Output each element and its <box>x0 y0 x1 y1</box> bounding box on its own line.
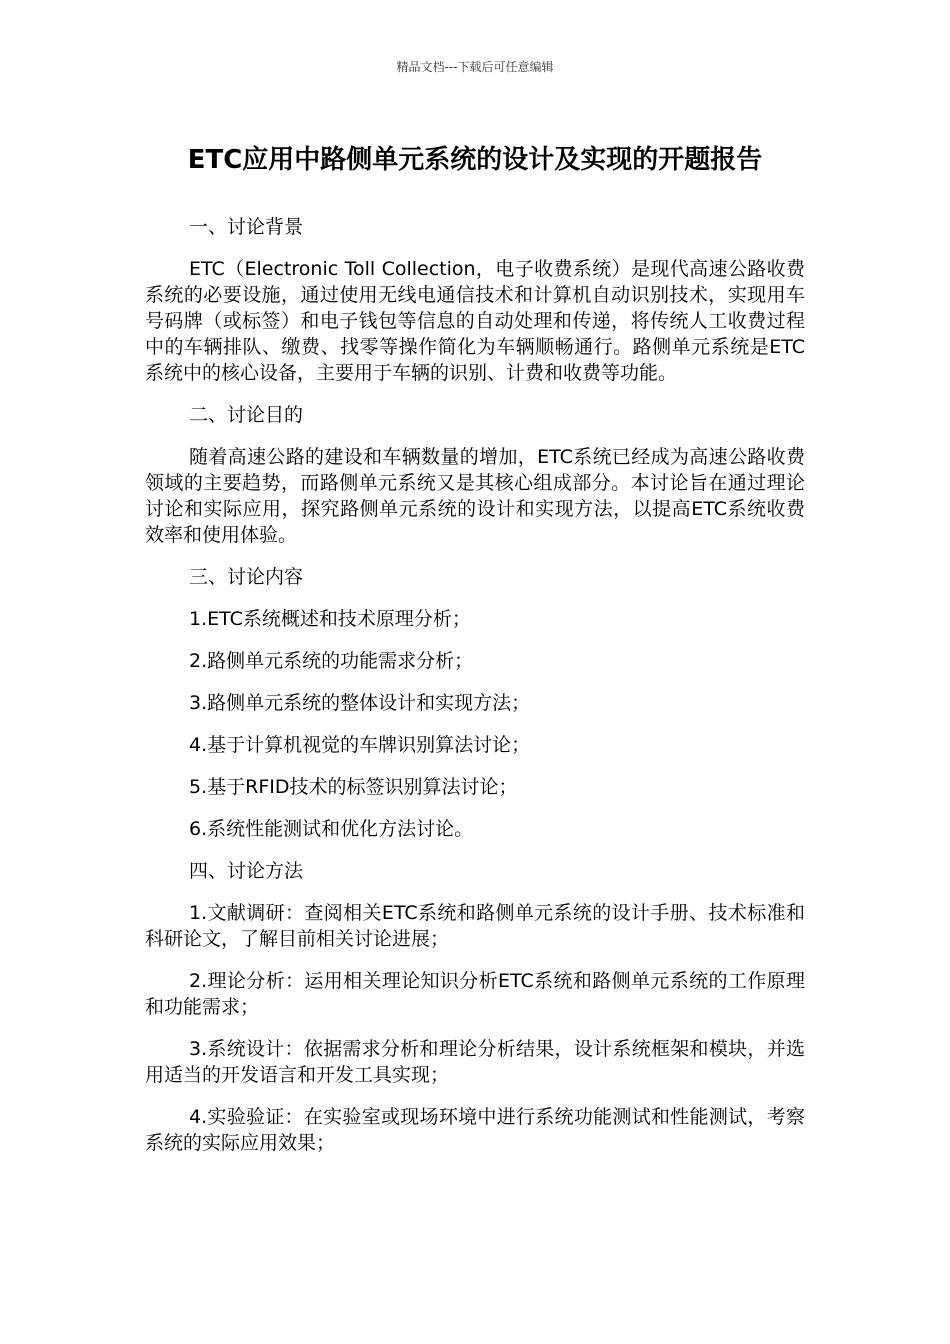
content-list-item: 6.系统性能测试和优化方法讨论。 <box>189 818 474 840</box>
section-text-purpose: 随着高速公路的建设和车辆数量的增加，ETC系统已经成为高速公路收费领域的主要趋势，而路侧单元系统又是其核心组成部分。本讨论旨在通过理论讨论和实际应用，探究路侧单元系统的设计和实现方法，以提高ETC系统收费效率和使用体验。 <box>145 446 805 546</box>
methods-list-item: 2.理论分析：运用相关理论知识分析ETC系统和路侧单元系统的工作原理和功能需求； <box>145 970 805 1018</box>
page-header-note: 精品文档---下载后可任意编辑 <box>396 60 554 74</box>
section-heading-purpose: 二、讨论目的 <box>189 404 304 426</box>
document-title: ETC应用中路侧单元系统的设计及实现的开题报告 <box>187 145 763 175</box>
document-body <box>145 214 805 1172</box>
section-heading-methods: 四、讨论方法 <box>189 860 304 882</box>
methods-list-item: 3.系统设计：依据需求分析和理论分析结果，设计系统框架和模块，并选用适当的开发语言和开发工具实现； <box>145 1038 805 1086</box>
methods-list-item: 1.文献调研：查阅相关ETC系统和路侧单元系统的设计手册、技术标准和科研论文，了解目前相关讨论进展； <box>145 902 805 950</box>
content-list-item: 3.路侧单元系统的整体设计和实现方法； <box>189 692 531 714</box>
methods-list-item: 4.实验验证：在实验室或现场环境中进行系统功能测试和性能测试，考察系统的实际应用效果； <box>145 1106 805 1154</box>
content-list-item: 4.基于计算机视觉的车牌识别算法讨论； <box>189 734 531 756</box>
content-list-item: 2.路侧单元系统的功能需求分析； <box>189 650 474 672</box>
section-heading-background: 一、讨论背景 <box>189 216 304 238</box>
section-heading-content: 三、讨论内容 <box>189 566 304 588</box>
content-list-item: 1.ETC系统概述和技术原理分析； <box>189 608 471 630</box>
content-list-item: 5.基于RFID技术的标签识别算法讨论； <box>189 776 518 798</box>
section-text-background: ETC（Electronic Toll Collection，电子收费系统）是现代高速公路收费系统的必要设施，通过使用无线电通信技术和计算机自动识别技术，实现用车号码牌（或标签）和电子钱包等信息的自动处理和传递，将传统人工收费过程中的车辆排队、缴费、找零等操作简化为车辆顺畅通行。路侧单元系统是ETC系统中的核心设备，主要用于车辆的识别、计费和收费等功能。 <box>145 258 805 384</box>
